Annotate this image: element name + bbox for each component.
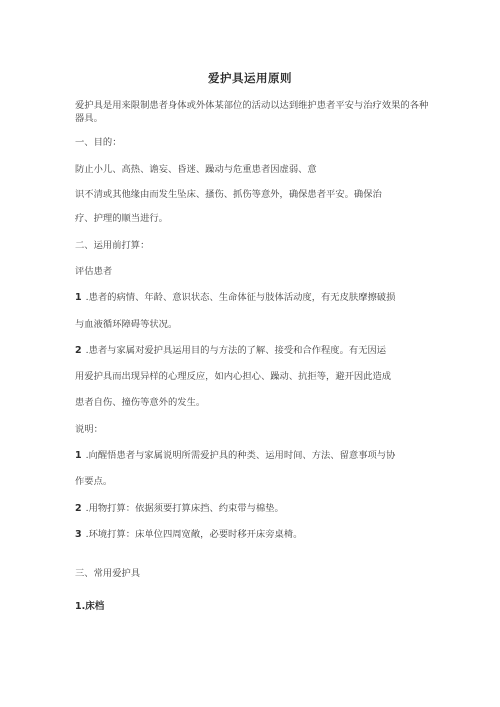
section1-line1: 防止小儿、高热、谵妄、昏迷、躁动与危重患者因虚弱、意 <box>75 164 317 175</box>
assess-item-1-cont: 与血液循环障碍等状况。 <box>75 319 178 330</box>
assess-item-1 <box>75 291 435 304</box>
intro-paragraph: 爱护具是用来限制患者身体或外体某部位的活动以达到维护患者平安与治疗效果的各种器具。 <box>75 100 429 124</box>
section1-line2: 识不清或其他缘由而发生坠床、搔伤、抓伤等意外，确保患者平安。确保治 <box>75 189 382 200</box>
explain-item-2 <box>75 502 435 515</box>
list-number: 3 <box>75 529 82 540</box>
list-text: .环境打算：床单位四周宽敞，必要时移开床旁桌椅。 <box>85 529 303 540</box>
list-text: .用物打算：依据须要打算床挡、约束带与棉垫。 <box>85 503 284 514</box>
assess-item-2-cont1: 用爱护具而出现异样的心理反应，如内心担心、躁动、抗拒等，避开因此造成 <box>75 371 392 382</box>
section2-subheading: 评估患者 <box>75 266 113 277</box>
list-number: 2 <box>75 503 82 514</box>
list-text: .向醒悟患者与家属说明所需爱护具的种类、运用时间、方法、留意事项与协 <box>85 450 396 461</box>
list-text: 1.床档 <box>75 601 105 612</box>
list-number: 1 <box>75 450 82 461</box>
list-number: 1 <box>75 292 82 303</box>
assess-item-2-cont2: 患者自伤、撞伤等意外的发生。 <box>75 397 206 408</box>
section3-item-1 <box>75 600 435 613</box>
list-number: 2 <box>75 345 82 356</box>
explain-item-3 <box>75 528 435 541</box>
section1-line3: 疗、护理的顺当进行。 <box>75 213 168 224</box>
section2-heading: 二、运用前打算： <box>75 240 150 251</box>
list-text: .患者与家属对爱护具运用目的与方法的了解、接受和合作程度。有无因运 <box>85 345 387 356</box>
explain-heading: 说明： <box>75 424 103 435</box>
list-text: .患者的病情、年龄、意识状态、生命体征与肢体活动度，有无皮肤摩擦破损 <box>85 292 396 303</box>
explain-item-1-cont: 作要点。 <box>75 476 113 487</box>
page-title: 爱护具运用原则 <box>208 71 292 85</box>
section3-heading: 三、常用爱护具 <box>75 568 141 579</box>
section1-heading: 一、目的： <box>75 137 122 148</box>
explain-item-1 <box>75 449 435 462</box>
assess-item-2 <box>75 344 435 357</box>
